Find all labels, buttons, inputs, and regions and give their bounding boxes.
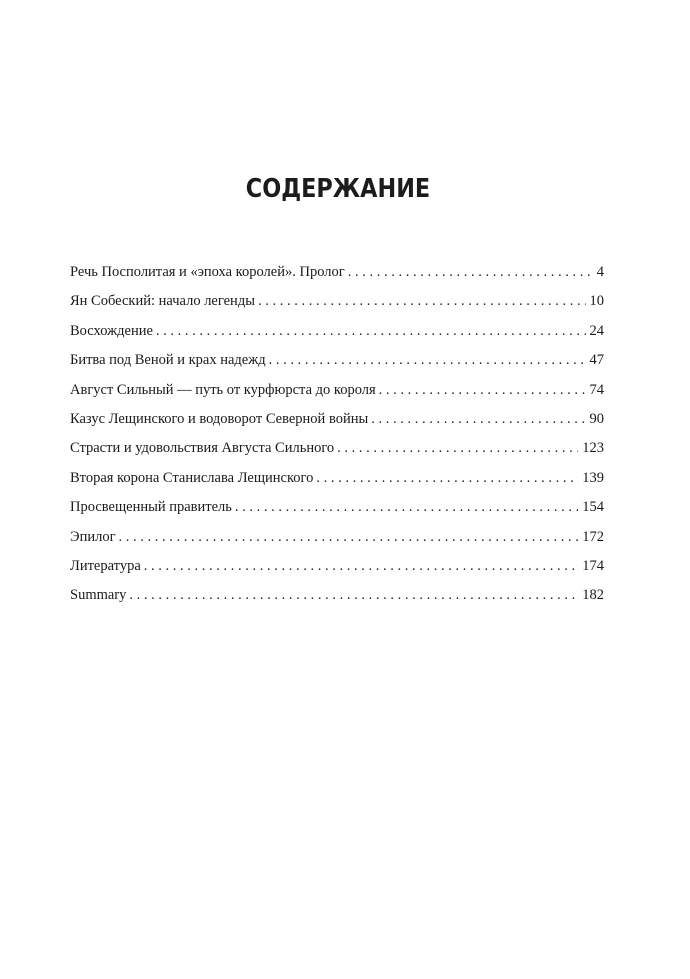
page-title: СОДЕРЖАНИЕ <box>245 174 431 204</box>
toc-entry-page: 174 <box>582 557 604 574</box>
toc-entry <box>70 317 604 346</box>
toc-entry-title: Август Сильный — путь от курфюрста до короля <box>70 381 376 398</box>
toc-entry-page: 182 <box>582 587 604 604</box>
toc-entry-title: Вторая корона Станислава Лещинского <box>70 469 314 486</box>
toc-entry-title: Восхождение <box>70 322 153 339</box>
toc-entry <box>70 552 604 581</box>
dot-leader <box>371 405 585 434</box>
toc-entry-page: 139 <box>582 469 604 486</box>
toc-entry-page: 90 <box>589 410 604 427</box>
dot-leader <box>119 523 579 552</box>
toc-entry-title: Казус Лещинского и водоворот Северной войны <box>70 410 369 427</box>
dot-leader <box>129 581 578 610</box>
toc-entry-page: 10 <box>589 293 604 310</box>
toc-entry <box>70 523 604 552</box>
toc-entry-title: Литература <box>70 557 141 574</box>
dot-leader <box>258 287 586 316</box>
dot-leader <box>337 434 578 463</box>
dot-leader <box>379 376 586 405</box>
dot-leader <box>269 346 586 375</box>
toc-entry-page: 4 <box>596 264 604 280</box>
toc-entry <box>70 434 604 463</box>
toc-entry <box>70 287 604 316</box>
toc-entry-title: Просвещенный правитель <box>70 499 232 516</box>
toc-entry <box>70 346 604 375</box>
toc-entry <box>70 493 604 522</box>
toc-entry-title: Страсти и удовольствия Августа Сильного <box>70 440 335 457</box>
toc-entry <box>70 258 604 287</box>
toc-entry-page: 172 <box>582 528 604 545</box>
toc-entry-page: 47 <box>589 352 604 369</box>
dot-leader <box>348 258 593 287</box>
toc-entry <box>70 405 604 434</box>
dot-leader <box>316 464 578 493</box>
toc-entry-title: Ян Собеский: начало легенды <box>70 293 255 310</box>
dot-leader <box>144 552 578 581</box>
toc-entry-page: 74 <box>589 381 604 398</box>
toc-entry-page: 154 <box>582 499 604 516</box>
dot-leader <box>235 493 578 522</box>
toc-entry-page: 123 <box>582 440 604 457</box>
toc-entry-title: Summary <box>70 587 127 604</box>
toc-entry <box>70 376 604 405</box>
toc-entry-title: Битва под Веной и крах надежд <box>70 352 266 369</box>
toc-entry <box>70 581 604 610</box>
dot-leader <box>156 317 586 346</box>
table-of-contents <box>70 258 604 611</box>
toc-entry-title: Речь Посполитая и «эпоха королей». Пролог <box>70 264 345 280</box>
toc-entry-page: 24 <box>589 322 604 339</box>
toc-entry <box>70 464 604 493</box>
toc-entry-title: Эпилог <box>70 528 116 545</box>
